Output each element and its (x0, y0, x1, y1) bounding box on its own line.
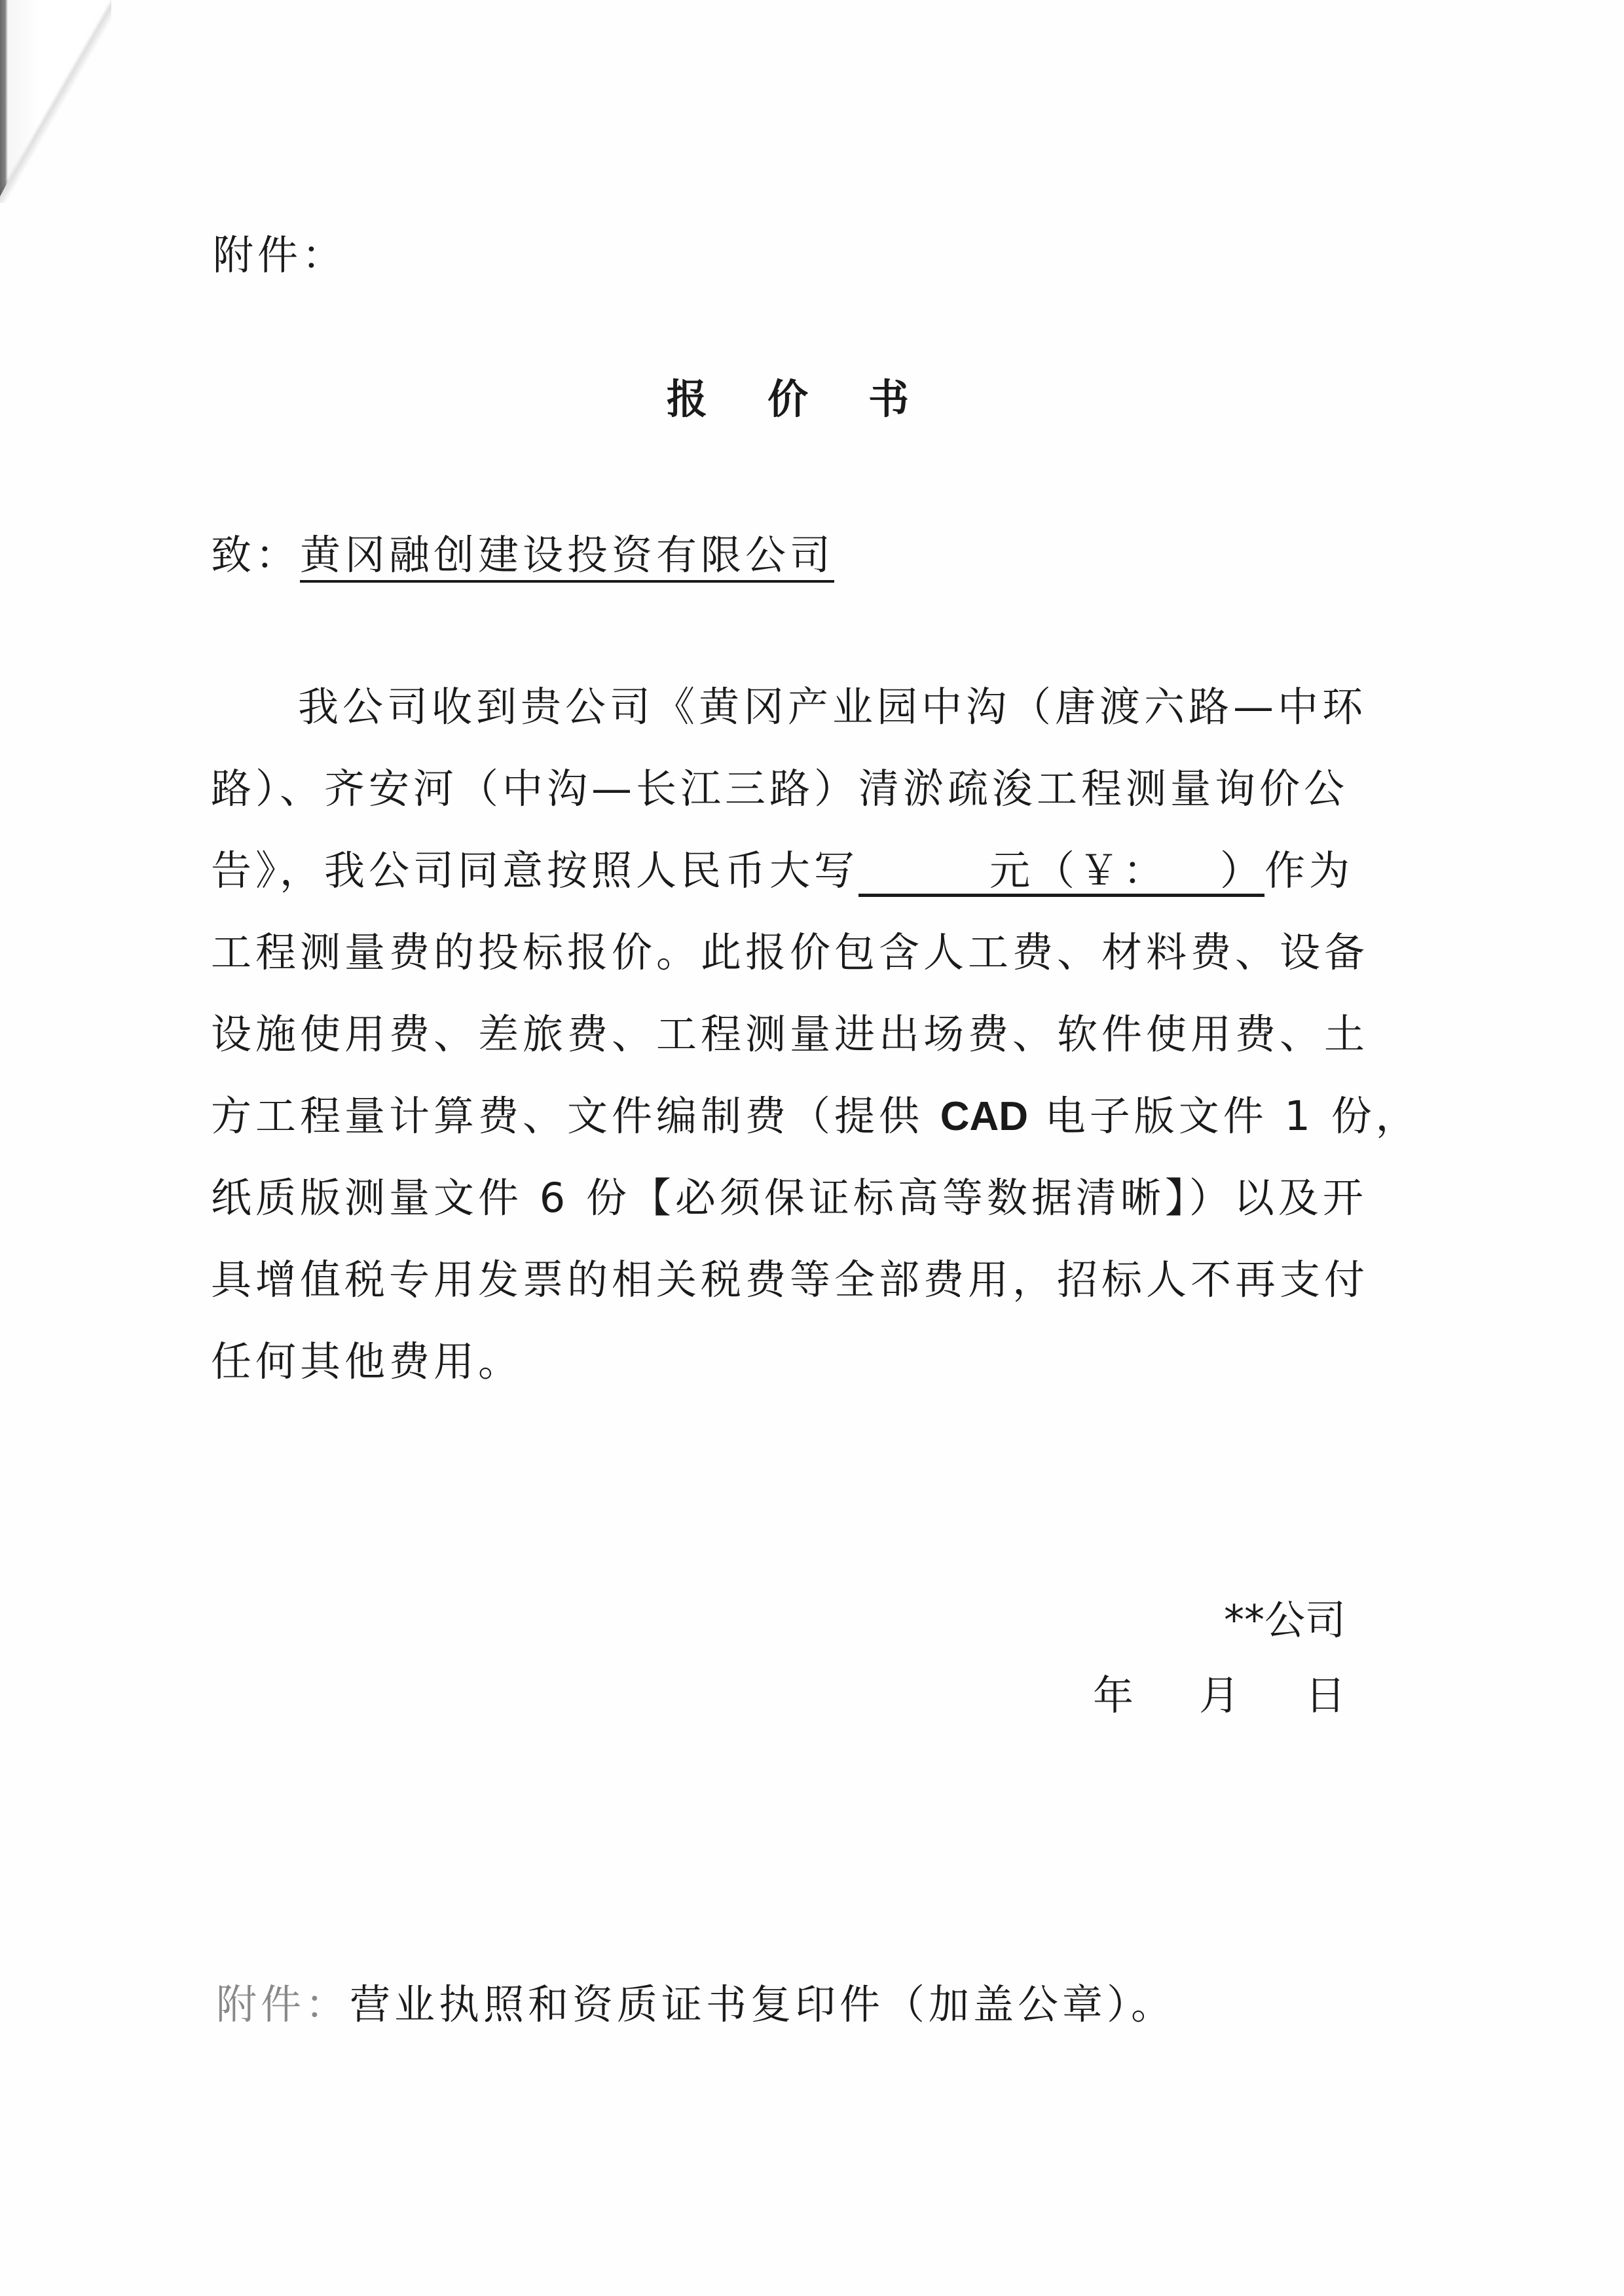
body-line-2: 路）、齐安河（中沟—长江三路）清淤疏浚工程测量询价公 (211, 765, 1349, 812)
date-day-label: 日 (1304, 1671, 1346, 1719)
recipient-company: 黄冈融创建设投资有限公司 (300, 531, 834, 583)
recipient-prefix: 致： (211, 531, 301, 579)
body-line-3 (211, 845, 1354, 897)
amount-unit: 元（￥： (989, 847, 1168, 894)
body-line-6 (211, 1090, 1420, 1143)
cad-label: CAD (940, 1094, 1029, 1139)
date-year-label: 年 (1092, 1671, 1134, 1719)
title-char: 书 (868, 375, 910, 423)
body-line-4: 工程测量费的投标报价。此报价包含人工费、材料费、设备 (211, 928, 1369, 976)
body-line-3-before: 告》，我公司同意按照人民币大写 (211, 847, 859, 894)
body-line-1: 我公司收到贵公司《黄冈产业园中沟（唐渡六路—中环 (298, 683, 1367, 731)
footer-text: 营业执照和资质证书复印件（加盖公章）。 (350, 1980, 1176, 2028)
title-char: 报 (667, 375, 708, 423)
body-line-5: 设施使用费、差旅费、工程测量进出场费、软件使用费、土 (211, 1010, 1369, 1058)
footer-attachment-note (216, 1978, 1175, 2031)
body-line-6-after: 电子版文件 1 份， (1028, 1092, 1420, 1140)
date-month-label: 月 (1198, 1671, 1240, 1719)
body-line-6-before: 方工程量计算费、文件编制费（提供 (211, 1092, 940, 1140)
scan-fold-shadow (0, 0, 111, 203)
signature-date (1093, 1669, 1346, 1722)
body-line-3-after: 作为 (1264, 847, 1354, 894)
amount-blank[interactable] (858, 848, 1264, 897)
title-char: 价 (767, 375, 809, 423)
body-line-8: 具增值税专用发票的相关税费等全部费用，招标人不再支付 (211, 1256, 1369, 1303)
body-line-9: 任何其他费用。 (211, 1338, 523, 1385)
document-title (667, 373, 909, 426)
attachment-header-label: 附件： (213, 231, 347, 279)
body-line-7: 纸质版测量文件 6 份【必须保证标高等数据清晰】）以及开 (211, 1174, 1367, 1222)
signature-company: **公司 (1223, 1596, 1346, 1644)
amount-close-paren: ） (1220, 847, 1265, 894)
recipient-line (211, 529, 834, 581)
footer-label: 附件： (216, 1980, 350, 2028)
